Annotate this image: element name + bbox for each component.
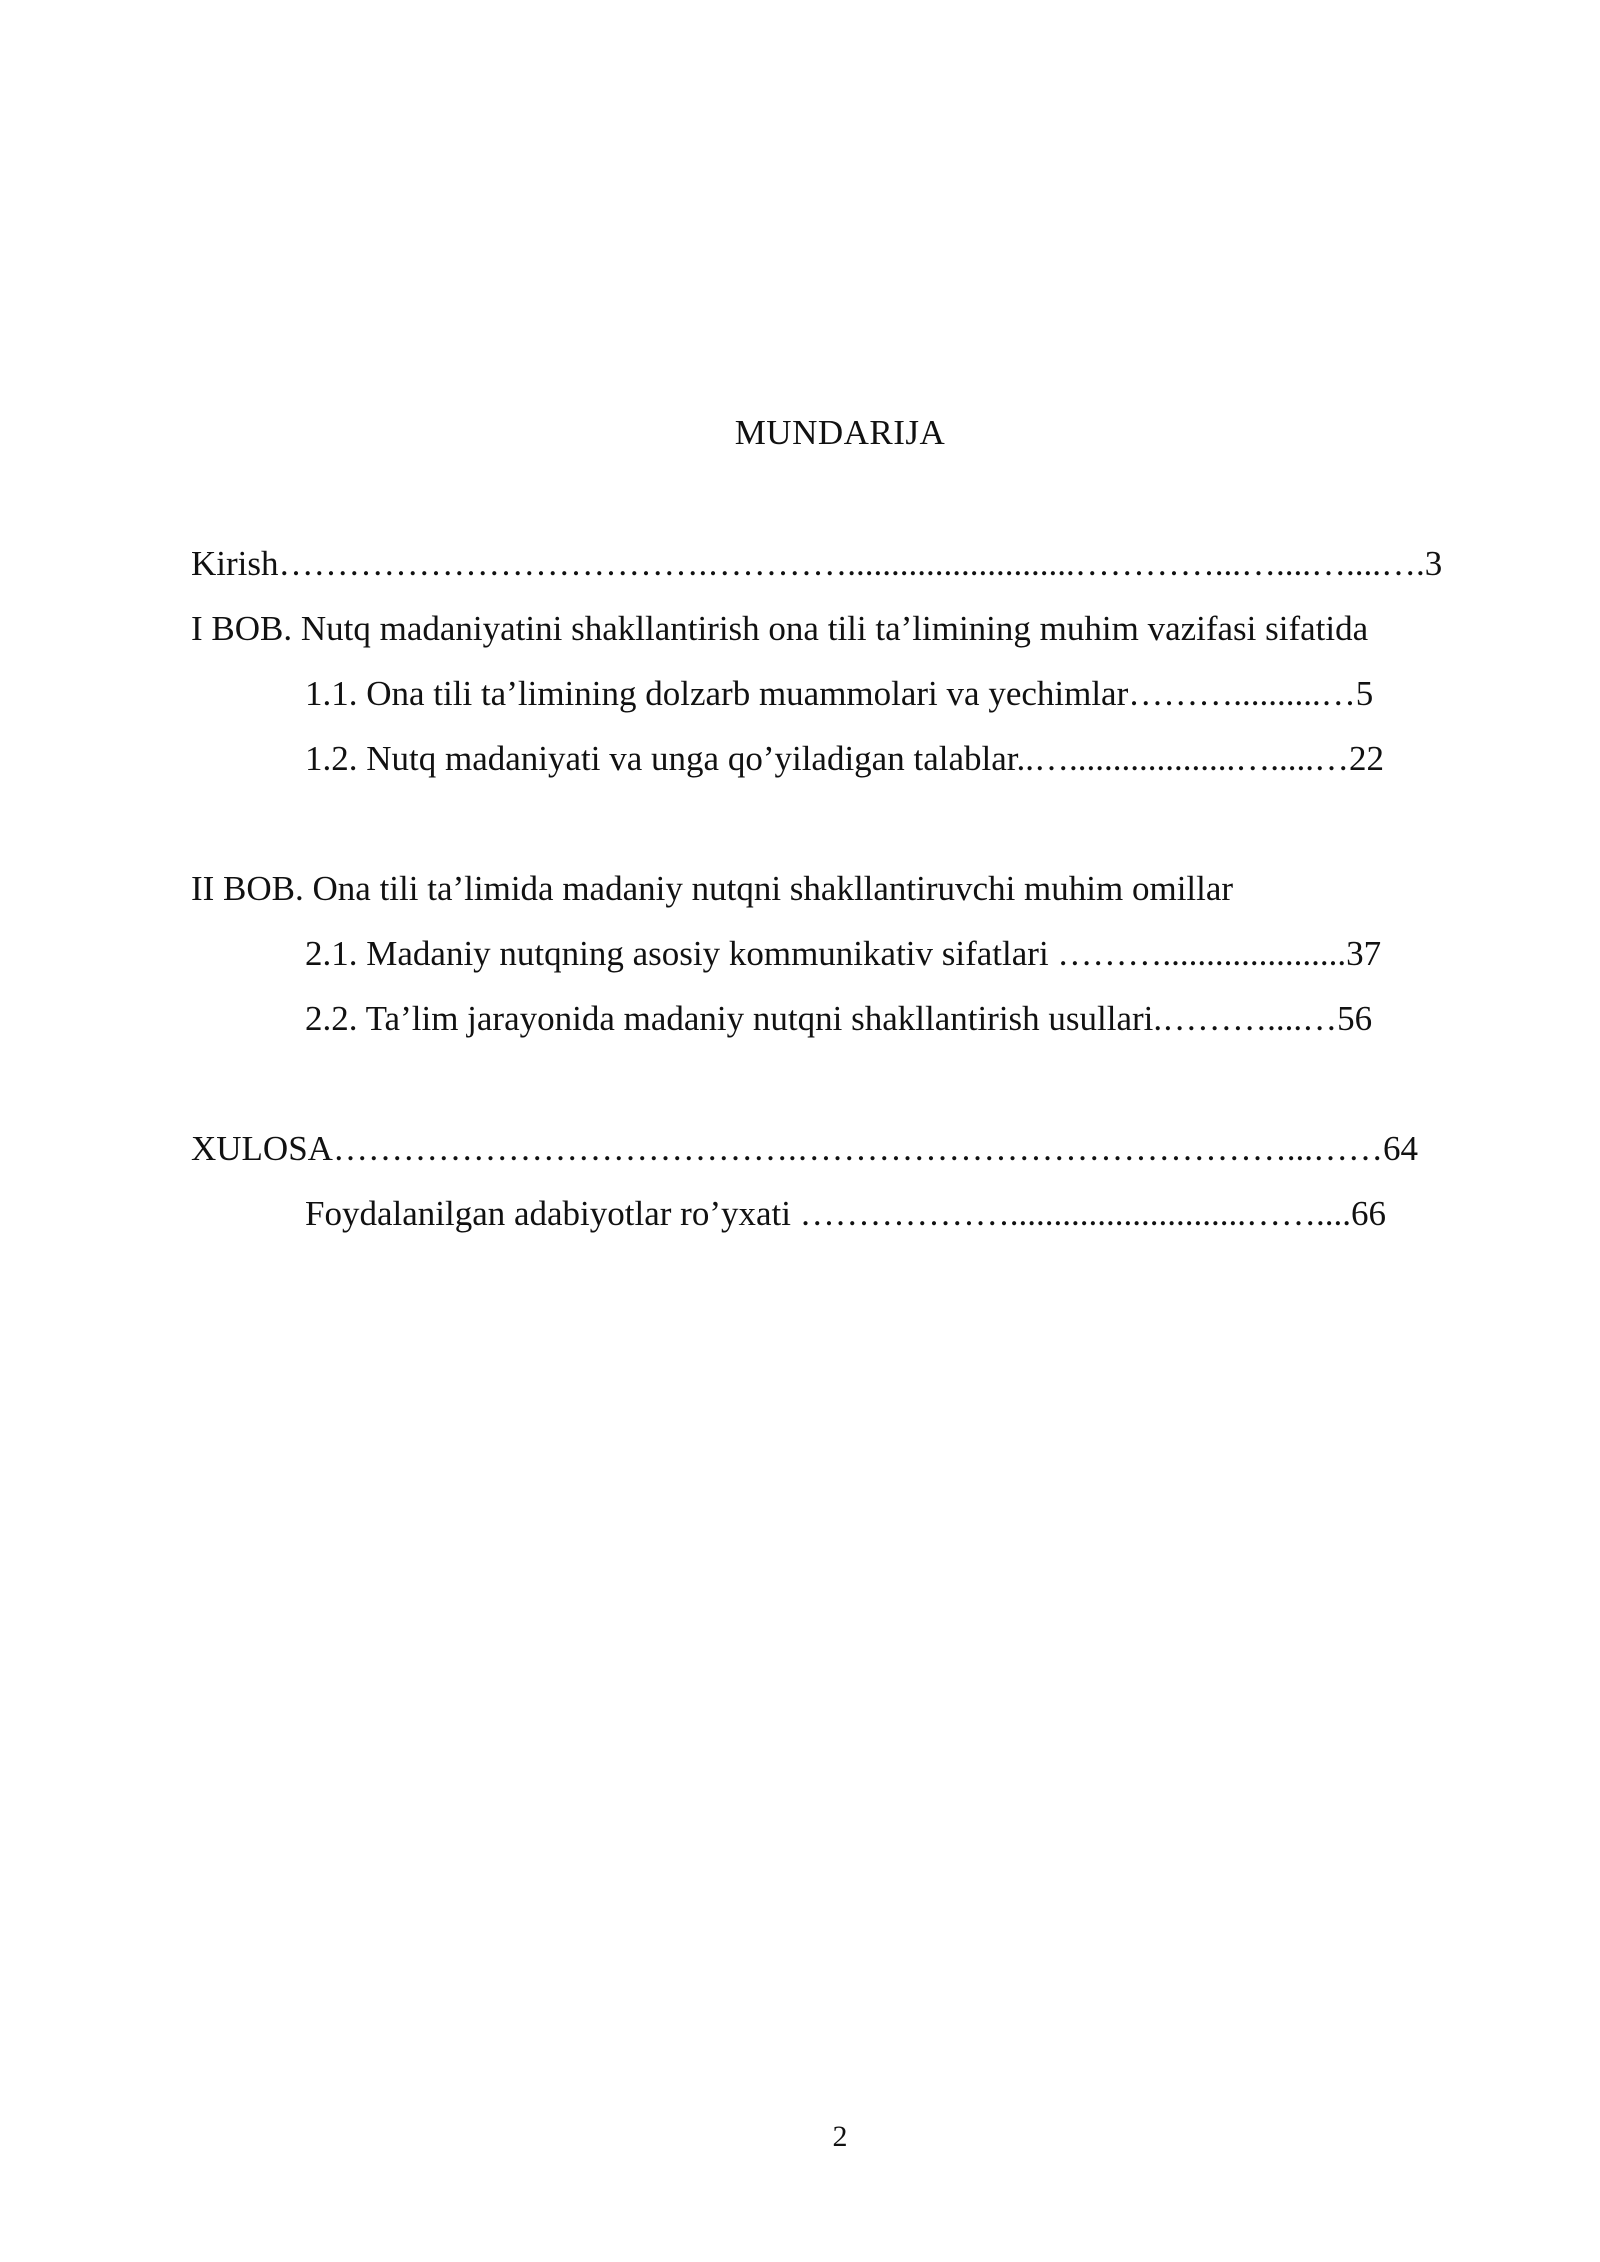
toc-section-1-1: 1.1. Ona tili ta’limining dolzarb muammolari va yechimlar………..........…5 xyxy=(305,674,1374,713)
toc-section-2-2: 2.2. Ta’lim jarayonida madaniy nutqni shakllantirish usullari.………....…56 xyxy=(305,999,1373,1038)
toc-entry-xulosa: XULOSA………………………………….……………………………………...……64 xyxy=(191,1129,1418,1168)
page-number: 2 xyxy=(832,2120,848,2153)
toc-section-2-1: 2.1. Madaniy nutqning asosiy kommunikativ sifatlari ……….....................37 xyxy=(305,934,1382,973)
toc-section-1-2: 1.2. Nutq madaniyati va unga qo’yiladigan talablar..…...................….....…22 xyxy=(305,739,1384,778)
page-title: MUNDARIJA xyxy=(734,413,946,452)
toc-chapter-1: I BOB. Nutq madaniyatini shakllantirish ona tili ta’limining muhim vazifasi sifatida xyxy=(191,609,1369,648)
toc-entry-references: Foydalanilgan adabiyotlar ro’yxati ………………...........................……....66 xyxy=(305,1194,1386,1233)
toc-entry-kirish: Kirish……………………………….…………..........................…………...…....…....….3 xyxy=(191,544,1443,583)
toc-chapter-2: II BOB. Ona tili ta’limida madaniy nutqni shakllantiruvchi muhim omillar xyxy=(191,869,1234,908)
